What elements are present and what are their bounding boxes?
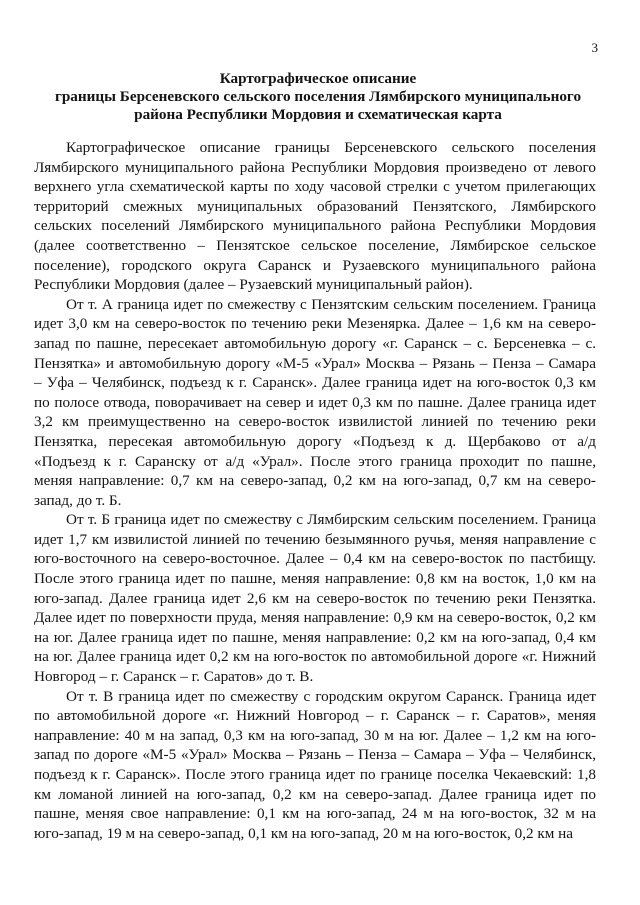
paragraph-line: направление: 40 м на запад, 0,3 км на юго-запад, 30 м на юг. Далее – 1,2 км на юго-	[34, 726, 596, 744]
paragraph-line: меняя направление: 0,7 км на северо-запад, 0,2 км на юго-запад, 0,7 км на северо-	[34, 472, 596, 490]
paragraph	[34, 687, 596, 844]
paragraph-line: территорий смежных муниципальных образований Пензятского, Лямбирского	[34, 197, 596, 215]
document-body	[34, 138, 596, 843]
paragraph-line: пашне, меняя свое направление: 0,1 км на юго-запад, 24 м на юго-восток, 32 м на	[34, 805, 596, 823]
paragraph	[34, 138, 596, 295]
paragraph-line: Новгород – г. Саранск – г. Саратов» до т. В.	[34, 668, 314, 686]
paragraph-line: запад, до т. Б.	[34, 491, 122, 509]
paragraph-line: От т. В граница идет по смежеству с городским округом Саранск. Граница идет	[66, 687, 596, 705]
paragraph-line: запад по дороге «М-5 «Урал» Москва – Рязань – Пенза – Самара – Уфа – Челябинск,	[34, 746, 596, 764]
paragraph-line: 3,2 км преимущественно на северо-восток извилистой линией по течению реки	[34, 413, 596, 431]
paragraph-line: От т. Б граница идет по смежеству с Лямбирским сельским поселением. Граница	[66, 511, 596, 529]
paragraph-line: на юг. Далее граница идет по пашне, меняя направление: 0,2 км на юго-запад, 0,4 км	[34, 628, 596, 646]
paragraph-line: (далее соответственно – Пензятское сельское поселение, Лямбирское сельское	[34, 236, 596, 254]
title-line-1: Картографическое описание	[219, 70, 417, 87]
title-line-2: границы Берсеневского сельского поселения Лямбирского муниципального	[54, 88, 582, 105]
paragraph-line: юго-восточного на северо-восточное. Далее – 0,4 км на северо-восток по пастбищу.	[34, 550, 596, 568]
paragraph-line: После этого граница идет по пашне, меняя направление: 0,8 км на восток, 1,0 км на	[34, 570, 596, 588]
paragraph-line: верхнего угла схематической карты по ходу часовой стрелки с учетом прилегающих	[34, 178, 596, 196]
paragraph-line: юго-запад. Далее граница идет 2,6 км на северо-восток по течению реки Пензятка.	[34, 589, 596, 607]
paragraph-line: юго-запад, 19 м на северо-запад, 0,1 км на юго-запад, 20 м на юго-восток, 0,2 км на	[34, 824, 574, 842]
paragraph-line: по полосе отвода, поворачивает на север и идет 0,3 км по пашне. Далее граница идет	[34, 393, 596, 411]
paragraph-line: Пензятка, пересекая автомобильную дорогу «Подъезд к д. Щербаково от а/д	[34, 432, 596, 450]
document-title	[34, 70, 602, 124]
paragraph-line: «Подъезд к г. Саранску от а/д «Урал». После этого граница проходит по пашне,	[34, 452, 596, 470]
paragraph-line: на юг. Далее граница идет 0,2 км на юго-восток по автомобильной дороге «г. Нижний	[34, 648, 596, 666]
paragraph-line: км ломаной линией на юго-запад, 0,2 км на северо-запад. Далее граница идет по	[34, 785, 596, 803]
paragraph-line: Республики Мордовия (далее – Рузаевский муниципальный район).	[34, 276, 473, 294]
paragraph-line: сельских поселений Лямбирского муниципального района Республики Мордовия	[34, 217, 596, 235]
paragraph	[34, 510, 596, 686]
paragraph	[34, 295, 596, 511]
page-number: 3	[591, 40, 598, 55]
paragraph-line: Лямбирского муниципального района Республики Мордовия произведено от левого	[34, 158, 596, 176]
title-line-3: района Республики Мордовия и схематическая карта	[134, 106, 502, 123]
paragraph-line: по автомобильной дороге «г. Нижний Новгород – г. Саранск – г. Саратов», меняя	[34, 707, 596, 725]
paragraph-line: идет 3,0 км на северо-восток по течению реки Мезенярка. Далее – 1,6 км на северо-	[34, 315, 596, 333]
paragraph-line: запад по пашне, пересекает автомобильную дорогу «г. Саранск – с. Берсеневка – с.	[34, 334, 596, 352]
paragraph-line: поселение), городского округа Саранск и Рузаевского муниципального района	[34, 256, 596, 274]
paragraph-line: – Уфа – Челябинск, подъезд к г. Саранск». Далее граница идет на юго-восток 0,3 км	[34, 374, 596, 392]
paragraph-line: Картографическое описание границы Берсеневского сельского поселения	[66, 139, 596, 156]
paragraph-line: Пензятка» и автомобильную дорогу «М-5 «Урал» Москва – Рязань – Пенза – Самара	[34, 354, 596, 372]
paragraph-line: подъезд к г. Саранск». После этого граница идет по границе поселка Чекаевский: 1,8	[34, 766, 596, 783]
paragraph-line: От т. А граница идет по смежеству с Пензятским сельским поселением. Граница	[66, 295, 596, 313]
paragraph-line: Далее идет по поверхности пруда, меняя направление: 0,9 км на северо-восток, 0,2 км	[34, 609, 596, 627]
paragraph-line: идет 1,7 км извилистой линией по течению безымянного ручья, меняя направление с	[34, 530, 596, 548]
